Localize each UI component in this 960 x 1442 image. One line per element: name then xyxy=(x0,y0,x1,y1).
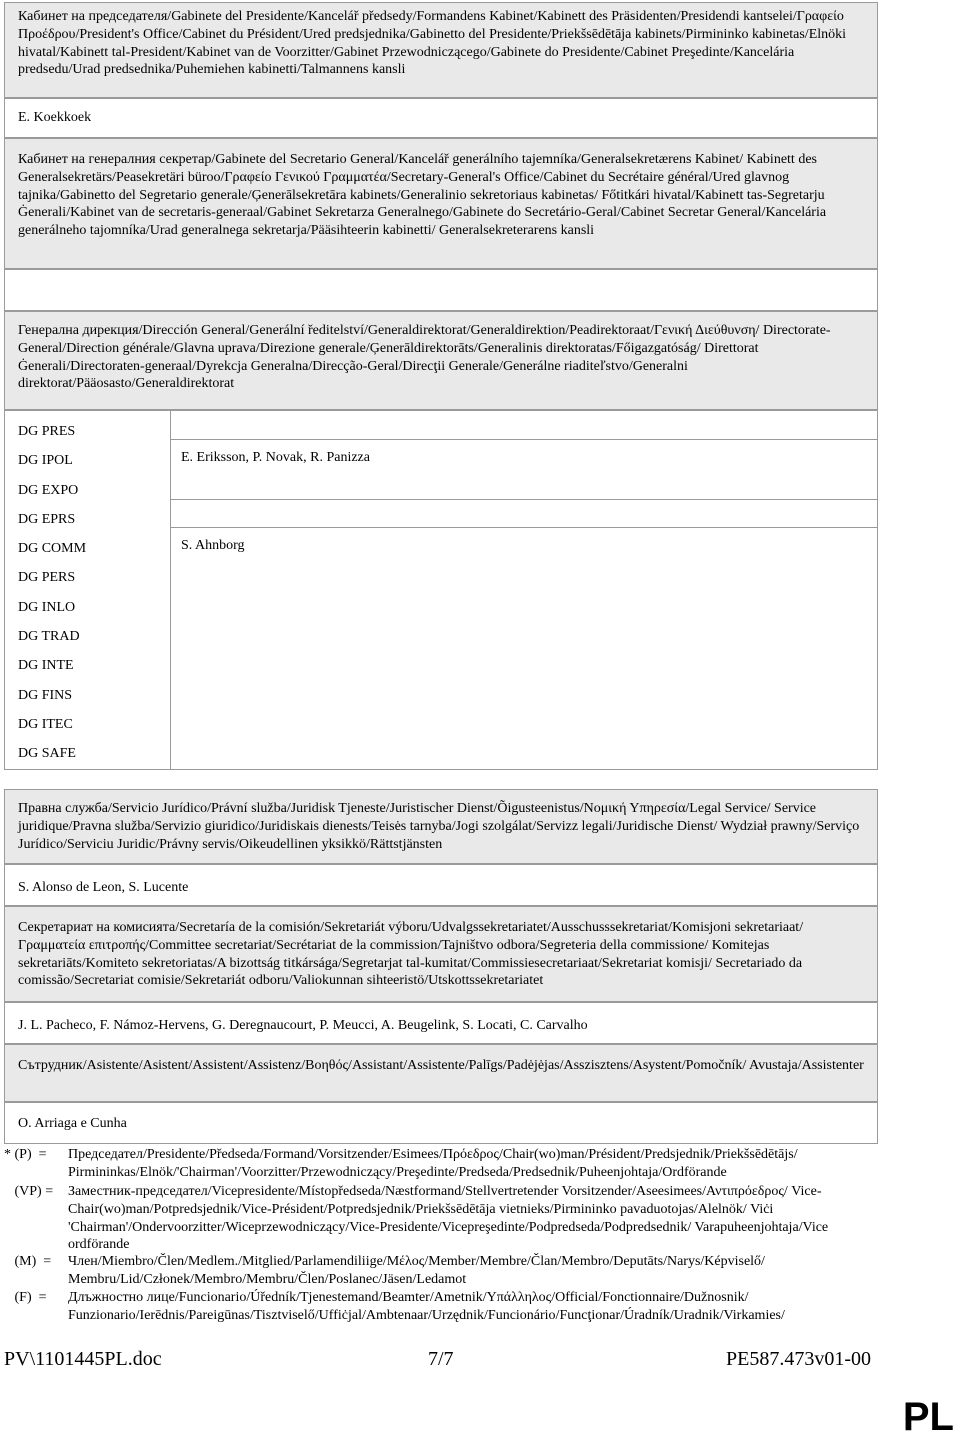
dg-code-item: DG INLO xyxy=(18,599,76,615)
legal-service-names: S. Alonso de Leon, S. Lucente xyxy=(18,880,189,895)
page-number: 7/7 xyxy=(428,1348,454,1370)
pe-reference: PE587.473v01-00 xyxy=(726,1348,871,1370)
dg-code-item: DG IPOL xyxy=(18,453,73,469)
dg-code-item: DG TRAD xyxy=(18,629,80,645)
assistant-heading: Сътрудник/Asistente/Asistent/Assistent/Assistenz/Βοηθός/Assistant/Assistente/Palīgs/Padėjėjas/Asszisztens/Asystent/Pomočník/ Avustaja/Assistenter xyxy=(18,1058,864,1073)
committee-secretariat-names-box xyxy=(4,1002,878,1044)
president-cabinet-names: E. Koekkoek xyxy=(18,110,92,125)
directorate-general-list-box xyxy=(4,410,878,770)
dg-code-list xyxy=(18,423,168,775)
legal-service-names-box xyxy=(4,864,878,906)
dg-row-divider xyxy=(170,499,877,500)
legal-service-heading-box xyxy=(4,789,878,864)
footnote-label: (M) = xyxy=(4,1254,52,1269)
dg-code-item: DG PRES xyxy=(18,424,76,439)
dg-code-item: DG COMM xyxy=(18,541,87,557)
dg-code-item: DG INTE xyxy=(18,658,74,674)
committee-secretariat-heading: Секретариат на комисията/Secretaría de la comisión/Sekretariát výboru/Udvalgssekretariatet/Ausschusssekretariat/Komisjoni sekretariaat/Γραμματεία επιτροπής/Committee secretariat/Secrétariat de la commission/Tajništvo odbora/Segreteria della commissione/ Komitejas sekretariāts/Komiteto sekretoriatas/A bizottság titkársága/Segretarjat tal-kumitat/Commissiesecretariaat/Sekretariat komisji/ Secretariado da comissão/Secretariat comisie/Sekretariát odboru/Valiokunnan sihteeristö/Utskottssekretariatet xyxy=(18,920,804,989)
footnote-text: Длъжностно лице/Funcionario/Úředník/Tjenestemand/Beamter/Ametnik/Υπάλληλος/Official/Fonctionnaire/Dužnosnik/ Funzionario/Ierēdnis/Pareigūnas/Tisztviselő/Uffiċjal/Ambtenaar/Urzędnik/Funcionário/Funcţionar/Úradník/Uradnik/Virkamies/ xyxy=(68,1290,785,1323)
dg-row-divider xyxy=(170,527,877,528)
doc-reference: PV\1101445PL.doc xyxy=(4,1348,162,1370)
dg-column-divider xyxy=(170,411,171,769)
footnote-text: Заместник-председател/Vicepresidente/Místopředseda/Næstformand/Stellvertretender Vorsitzender/Aseesimees/Αντιπρόεδρος/ Vice-Chair(wo)man/Potpredsjednik/Vice-Président/Potpredsjednik/Priekšsēdētāja vietnieks/Pirmininko pavaduotojas/Alelnök/ Viċi 'Chairman'/Ondervoorzitter/Wiceprzewodniczący/Vice-Presidente/Vicepreşedinte/Podpredseda/Podpredsednik/ Varapuheenjohtaja/Vice ordförande xyxy=(68,1184,829,1253)
president-cabinet-heading-box xyxy=(4,2,878,98)
footnote-label: (VP) = xyxy=(4,1184,54,1199)
dg-code-item: DG EPRS xyxy=(18,511,76,527)
footnote-text: Председател/Presidente/Předseda/Formand/Vorsitzender/Esimees/Πρόεδρος/Chair(wo)man/Président/Predsjednik/Priekšsēdētājs/ Pirmininkas/Elnök/'Chairman'/Voorzitter/Przewodniczący/Preşedinte/Predseda/Predsednik/Puheenjohtaja/Ordförande xyxy=(68,1147,798,1180)
secretary-general-cabinet-names-box xyxy=(4,269,878,311)
secretary-general-cabinet-heading: Кабинет на генералния секретар/Gabinete del Secretario General/Kancelář generálního tajemníka/Generalsekretærens Kabinet/ Kabinett des Generalsekretärs/Peasekretäri büroo/Γραφείο Γενικού Γραμματέα/Secretary-General's Office/Cabinet du Secrétaire général/Ured glavnog tajnika/Gabinetto del Segretario generale/Ģenerālsekretāra kabinets/Generalinio sekretoriaus kabinetas/ Főtitkári hivatal/Kabinett tas-Segretarju Ġenerali/Kabinet van de secretaris-generaal/Gabinet Sekretarza Generalnego/Gabinete do Secretário-Geral/Cabinet Secretar General/Kancelária generálneho tajomníka/Urad generalnega sekretarja/Pääsihteerin kabinetti/ Generalsekreterarens kansli xyxy=(18,152,827,239)
dg-code-item: DG FINS xyxy=(18,687,73,703)
directorate-general-heading-box xyxy=(4,311,878,410)
dg-row-divider xyxy=(170,439,877,440)
dg-code-item: DG ITEC xyxy=(18,716,73,732)
committee-secretariat-heading-box xyxy=(4,906,878,1002)
legal-service-heading: Правна служба/Servicio Jurídico/Právní služba/Juridisk Tjeneste/Juristischer Dienst/Õigusteenistus/Νομική Υπηρεσία/Legal Service/ Service juridique/Pravna služba/Servizio giuridico/Juridiskais dienests/Teisės tarnyba/Jogi szolgálat/Servizz legali/Juridische Dienst/ Wydział prawny/Serviço Jurídico/Serviciu Juridic/Právny servis/Oikeudellinen yksikkö/Rättstjänsten xyxy=(18,801,860,852)
dg-code-item: DG EXPO xyxy=(18,482,79,498)
assistant-names: O. Arriaga e Cunha xyxy=(18,1116,127,1131)
footnote-label: (F) = xyxy=(4,1290,47,1305)
dg-ipol-names: E. Eriksson, P. Novak, R. Panizza xyxy=(181,450,370,465)
president-cabinet-heading: Кабинет на председателя/Gabinete del Presidente/Kancelář předsedy/Formandens Kabinet/Kabinett des Präsidenten/Presidendi kantselei/Γραφείο Προέδρου/President's Office/Cabinet du Président/Ured predsjednika/Gabinetto del Presidente/Priekšsēdētāja kabinets/Pirmininko kabinetas/Elnöki hivatal/Kabinett tal-President/Kabinet van de Voorzitter/Gabinet Przewodniczącego/Gabinete do Presidente/Cabinet Preşedinte/Kancelária predsedu/Urad predsednika/Puhemiehen kabinetti/Talmannens kansli xyxy=(18,9,847,78)
directorate-general-heading: Генерална дирекция/Dirección General/Generální ředitelství/Generaldirektorat/Generaldirektion/Peadirektoraat/Γενική Διεύθυνση/ Directorate-General/Direction générale/Glavna uprava/Direzione generale/Ģenerāldirektorāts/Generalinis direktoratas/Főigazgatóság/ Direttorat Ġenerali/Directoraten-generaal/Dyrekcja Generalna/Direcção-Geral/Direcţii Generale/Generálne riaditeľstvo/Generalni direktorat/Pääosasto/Generaldirektorat xyxy=(18,323,831,392)
footnote-label: * (P) = xyxy=(4,1147,47,1162)
assistant-heading-box xyxy=(4,1044,878,1102)
dg-comm-names: S. Ahnborg xyxy=(181,538,245,553)
secretary-general-cabinet-heading-box xyxy=(4,138,878,269)
footnote-text: Член/Miembro/Člen/Medlem./Mitglied/Parlamendiliige/Μέλος/Member/Membre/Član/Membro/Deputāts/Narys/Képviselő/ Membru/Lid/Członek/Membro/Membru/Člen/Poslanec/Jäsen/Ledamot xyxy=(68,1254,765,1287)
committee-secretariat-names: J. L. Pacheco, F. Námoz-Hervens, G. Deregnaucourt, P. Meucci, A. Beugelink, S. Locati, C. Carvalho xyxy=(18,1018,588,1033)
dg-code-item: DG SAFE xyxy=(18,746,76,762)
president-cabinet-names-box xyxy=(4,98,878,138)
assistant-names-box xyxy=(4,1102,878,1144)
dg-code-item: DG PERS xyxy=(18,570,76,586)
language-tag: PL xyxy=(902,1395,954,1439)
